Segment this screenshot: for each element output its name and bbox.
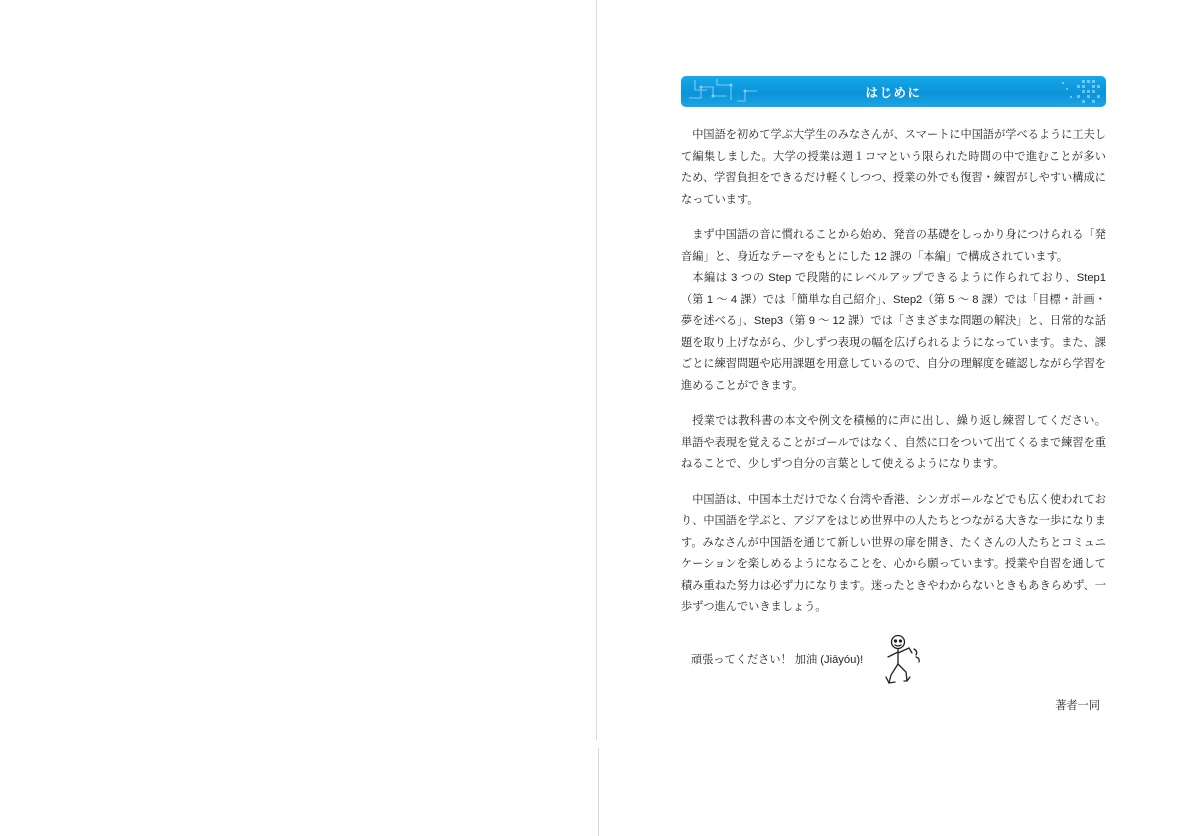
- page-spine-divider-lower: [598, 748, 599, 836]
- preface-body: [681, 125, 1106, 619]
- preface-content: [681, 76, 1106, 713]
- page-right-preface: [596, 0, 1190, 836]
- paragraph-5: 中国語は、中国本土だけでなく台湾や香港、シンガポールなどでも広く使われており、中国語を学ぶと、アジアをはじめ世界中の人たちとつながる大きな一歩になります。みなさんが中国語を通じて新しい世界の扉を開き、たくさんの人たちとコミュニケーションを楽しめるようになることを、心から願っています。授業や自習を通して積み重ねた努力は必ず力になります。迷ったときやわからないときもあきらめず、一歩ずつ進んでいきましょう。: [681, 493, 1106, 613]
- running-person-icon: [876, 633, 922, 685]
- author-signature: 著者一同: [1055, 699, 1100, 712]
- paragraph-1: 中国語を初めて学ぶ大学生のみなさんが、スマートに中国語が学べるように工夫して編集しました。大学の授業は週１コマという限られた時間の中で進むことが多いため、学習負担をできるだけ軽くしつつ、授業の外でも復習・練習がしやすい構成になっています。: [681, 129, 1106, 206]
- cheer-row: [681, 633, 1106, 685]
- section-banner-title: はじめに: [865, 85, 922, 100]
- paragraph-2: まず中国語の音に慣れることから始め、発音の基礎をしっかり身につけられる「発音編」と、身近なテーマをもとにした 12 課の「本編」で構成されています。: [681, 229, 1106, 263]
- cheer-text: 頑張ってください！ 加油 (Jiāyóu)!: [691, 653, 864, 666]
- pixel-grid-icon: [1022, 76, 1102, 107]
- section-banner: [681, 76, 1106, 107]
- circuit-pattern-icon: [687, 76, 807, 107]
- paragraph-4: 授業では教科書の本文や例文を積極的に声に出し、繰り返し練習してください。単語や表現を覚えることがゴールではなく、自然に口をついて出てくるまで練習を重ねることで、少しずつ自分の言葉として使えるようになります。: [681, 415, 1106, 470]
- paragraph-3: 本編は 3 つの Step で段階的にレベルアップできるように作られており、Step1（第 1 〜 4 課）では「簡単な自己紹介」、Step2（第 5 〜 8 課）では「目標・計画・夢を述べる」、Step3（第 9 〜 12 課）では「さまざまな問題の解決」と、日常的な話題を取り上げながら、少しずつ表現の幅を広げられるようになっています。また、課ごとに練習問題や応用課題を用意しているので、自分の理解度を確認しながら学習を進めることができます。: [681, 272, 1106, 392]
- page-spine-divider: [596, 0, 597, 836]
